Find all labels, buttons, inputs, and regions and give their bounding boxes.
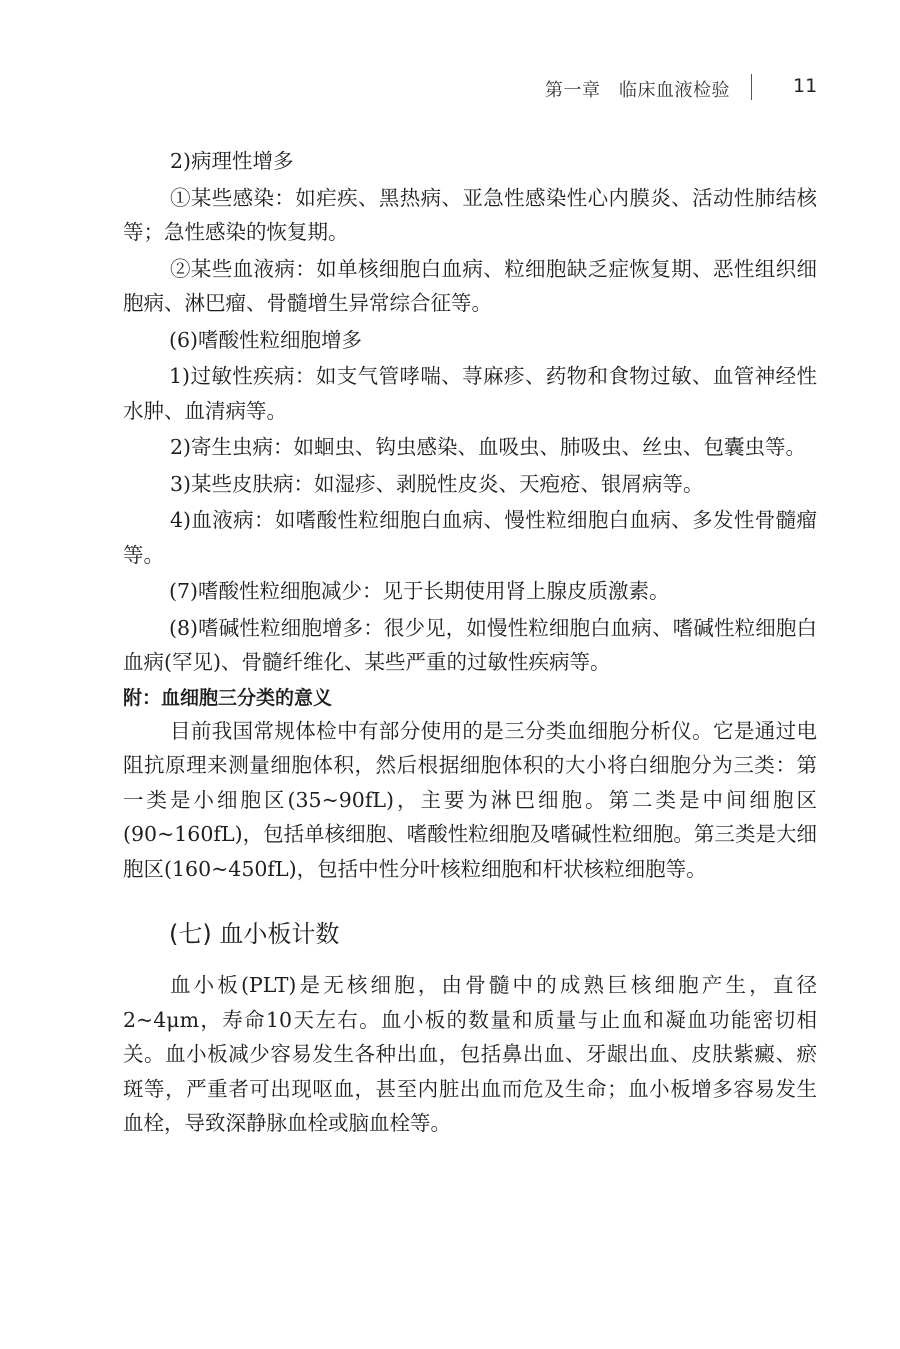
appendix-body: 目前我国常规体检中有部分使用的是三分类血细胞分析仪。它是通过电阻抗原理来测量细胞体积，然后根据细胞体积的大小将白细胞分为三类：第一类是小细胞区(35~90fL)，主要为淋巴细胞。第二类是中间细胞区(90~160fL)，包括单核细胞、嗜酸性粒细胞及嗜碱性粒细胞。第三类是大细胞区(160~450fL)，包括中性分叶核粒细胞和杆状核粒细胞等。 bbox=[123, 718, 817, 881]
paragraph: 4)血液病：如嗜酸性粒细胞白血病、慢性粒细胞白血病、多发性骨髓瘤等。 bbox=[123, 508, 817, 567]
page-header bbox=[0, 74, 900, 106]
paragraph: (7)嗜酸性粒细胞减少：见于长期使用肾上腺皮质激素。 bbox=[169, 579, 670, 603]
page-body bbox=[123, 144, 817, 1141]
paragraph: ①某些感染：如疟疾、黑热病、亚急性感染性心内膜炎、活动性肺结核等；急性感染的恢复期。 bbox=[123, 185, 817, 244]
paragraph: 2)寄生虫病：如蛔虫、钩虫感染、血吸虫、肺吸虫、丝虫、包囊虫等。 bbox=[170, 435, 807, 459]
paragraph: 1)过敏性疾病：如支气管哮喘、荨麻疹、药物和食物过敏、血管神经性水肿、血清病等。 bbox=[123, 364, 817, 423]
paragraph: 3)某些皮肤病：如湿疹、剥脱性皮炎、天疱疮、银屑病等。 bbox=[170, 471, 704, 496]
paragraph: (6)嗜酸性粒细胞增多 bbox=[169, 327, 363, 352]
section-body: 血小板(PLT)是无核细胞，由骨髓中的成熟巨核细胞产生，直径2~4μm，寿命10天左右。血小板的数量和质量与止血和凝血功能密切相关。血小板减少容易发生各种出血，包括鼻出血、牙龈出血、皮肤紫癜、瘀斑等，严重者可出现呕血，甚至内脏出血而危及生命；血小板增多容易发生血栓，导致深静脉血栓或脑血栓等。 bbox=[123, 973, 817, 1135]
chapter-title: 第一章 临床血液检验 bbox=[545, 80, 730, 101]
paragraph: ②某些血液病：如单核细胞白血病、粒细胞缺乏症恢复期、恶性组织细胞病、淋巴瘤、骨髓增生异常综合征等。 bbox=[123, 256, 817, 315]
paragraph: (8)嗜碱性粒细胞增多：很少见，如慢性粒细胞白血病、嗜碱性粒细胞白血病(罕见)、骨髓纤维化、某些严重的过敏性疾病等。 bbox=[123, 615, 817, 674]
paragraph: 2)病理性增多 bbox=[170, 149, 294, 173]
header-divider bbox=[751, 74, 752, 100]
section-title: (七) 血小板计数 bbox=[169, 920, 340, 948]
page-number: 11 bbox=[793, 75, 818, 97]
appendix-heading: 附：血细胞三分类的意义 bbox=[123, 686, 333, 709]
